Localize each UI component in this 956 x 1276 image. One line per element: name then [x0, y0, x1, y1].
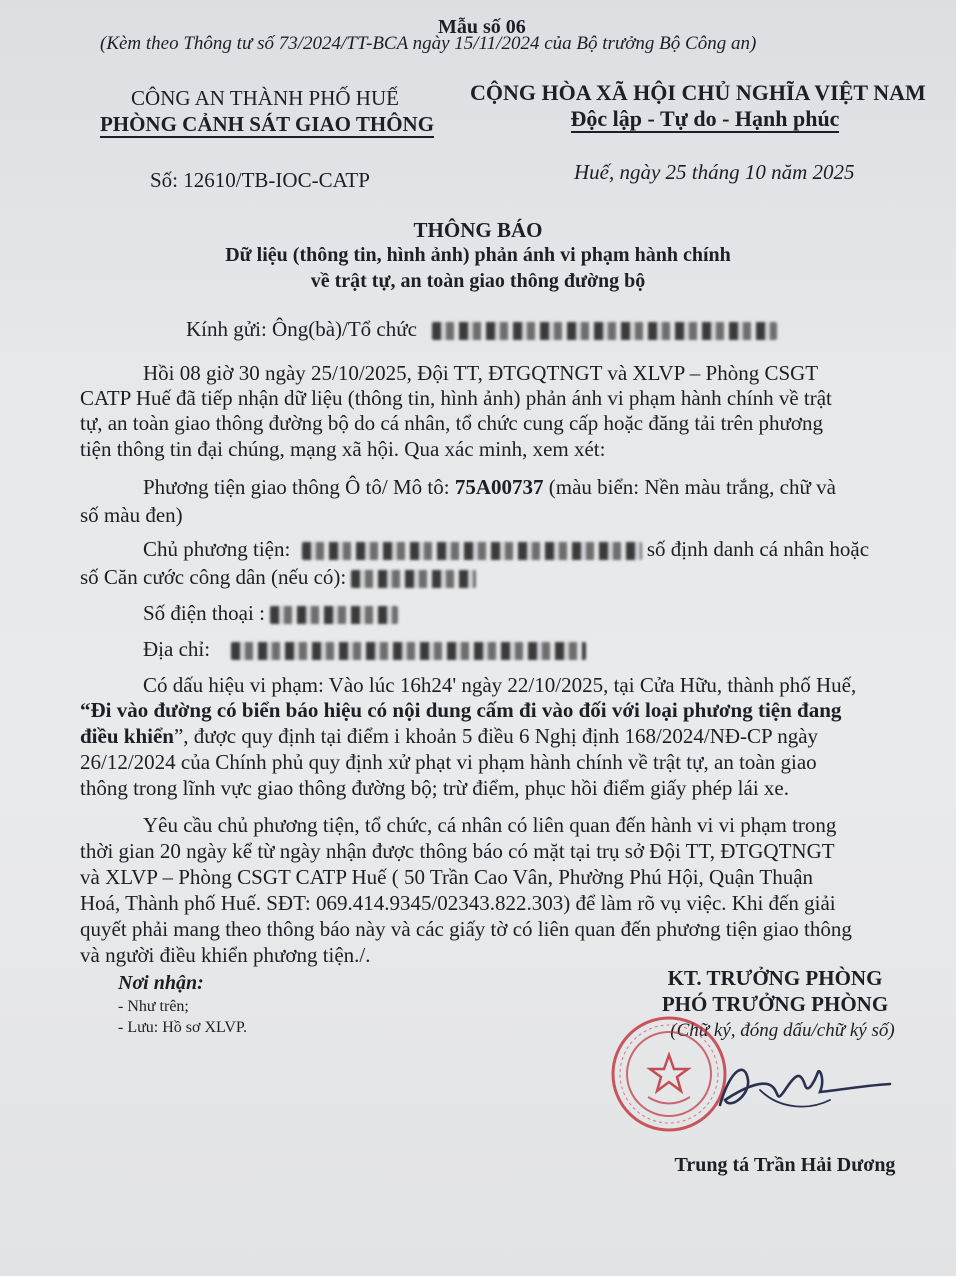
recipient-item-2: - Lưu: Hồ sơ XLVP. [118, 1019, 247, 1036]
violation-line-4: 26/12/2024 của Chính phủ quy định xử phạt vi phạm hành chính về trật tự, an toàn giao [80, 750, 817, 774]
violation-decree: ”, được quy định tại điểm i khoản 5 điều 6 Nghị định 168/2024/NĐ-CP ngày [173, 724, 819, 748]
signature-note: (Chữ ký, đóng dấu/chữ ký số) [670, 1020, 895, 1041]
request-line-4: Hoá, Thành phố Huế. SĐT: 069.414.9345/02343.822.303) để làm rõ vụ việc. Khi đến giải [80, 891, 836, 915]
recipient-item-1: - Như trên; [118, 998, 189, 1015]
intro-line-2: CATP Huế đã tiếp nhận dữ liệu (thông tin, hình ảnh) phản ánh vi phạm hành chính về trật [80, 386, 832, 410]
request-line-5: quyết phải mang theo thông báo này và các giấy tờ có liên quan đến phương tiện giao thông [80, 917, 852, 941]
signature-position: PHÓ TRƯỞNG PHÒNG [661, 992, 889, 1016]
motto-text: Độc lập - Tự do - Hạnh phúc [570, 106, 840, 131]
recipients-title: Nơi nhận: [118, 972, 204, 994]
owner-label: Chủ phương tiện: [143, 537, 291, 561]
plate-color-b: số màu đen) [80, 503, 183, 527]
phone-label: Số điện thoại : [143, 601, 265, 625]
issue-date: Huế, ngày 25 tháng 10 năm 2025 [574, 160, 855, 184]
nation-name: CỘNG HÒA XÃ HỘI CHỦ NGHĨA VIỆT NAM [470, 80, 926, 105]
redacted-phone [270, 606, 398, 624]
violation-line-2: “Đi vào đường có biển báo hiệu có nội dung cấm đi vào đối với loại phương tiện đang [80, 698, 842, 722]
recipient-line [186, 316, 777, 342]
signature-on-behalf: KT. TRƯỞNG PHÒNG [667, 966, 883, 990]
violation-line-1: Có dấu hiệu vi phạm: Vào lúc 16h24' ngày 22/10/2025, tại Cửa Hữu, thành phố Huế, [143, 673, 857, 697]
request-line-6: và người điều khiển phương tiện./. [80, 943, 371, 967]
plate-color-a: (màu biển: Nền màu trắng, chữ và [548, 475, 836, 499]
notice-subtitle-1: Dữ liệu (thông tin, hình ảnh) phản ánh vi phạm hành chính [225, 244, 731, 266]
request-line-3: và XLVP – Phòng CSGT CATP Huế ( 50 Trần Cao Vân, Phường Phú Hội, Quận Thuận [80, 865, 814, 889]
intro-line-1: Hồi 08 giờ 30 ngày 25/10/2025, Đội TT, ĐTGQTNGT và XLVP – Phòng CSGT [143, 361, 819, 385]
vehicle-line [143, 474, 836, 500]
owner-line [143, 536, 869, 562]
form-number: Mẫu số 06 [438, 16, 526, 38]
signer-name: Trung tá Trần Hải Dương [674, 1154, 896, 1176]
phone-line [143, 600, 398, 626]
notice-title: THÔNG BÁO [413, 218, 543, 242]
address-line [143, 636, 586, 662]
motto [520, 106, 890, 132]
department-name-text: PHÒNG CẢNH SÁT GIAO THÔNG [99, 112, 435, 136]
form-attached-note: (Kèm theo Thông tư số 73/2024/TT-BCA ngày 15/11/2024 của Bộ trưởng Bộ Công an) [100, 33, 757, 54]
redacted-address [231, 642, 586, 660]
recipient-label: Kính gửi: Ông(bà)/Tổ chức [186, 317, 417, 341]
violation-bold-end: điều khiển [80, 724, 174, 748]
notice-subtitle-2: về trật tự, an toàn giao thông đường bộ [310, 270, 646, 292]
redacted-recipient [432, 322, 777, 340]
redacted-owner [302, 542, 642, 560]
address-label: Địa chỉ: [143, 637, 211, 661]
request-line-1: Yêu cầu chủ phương tiện, tổ chức, cá nhân có liên quan đến hành vi vi phạm trong [143, 813, 837, 837]
agency-name: CÔNG AN THÀNH PHỐ HUẾ [131, 86, 399, 110]
intro-line-3: tự, an toàn giao thông đường bộ do cá nhân, tổ chức cung cấp hoặc đăng tải trên phương [80, 411, 824, 435]
owner-id-label-a: số định danh cá nhân hoặc [646, 537, 870, 561]
owner-id-label-b: số Căn cước công dân (nếu có): [80, 565, 347, 589]
handwritten-signature [700, 1050, 900, 1130]
intro-line-4: tiện thông tin đại chúng, mạng xã hội. Qua xác minh, xem xét: [80, 437, 606, 461]
violation-line-3 [80, 723, 818, 749]
request-line-2: thời gian 20 ngày kể từ ngày nhận được thông báo có mặt tại trụ sở Đội TT, ĐTGQTNGT [80, 839, 835, 863]
license-plate: 75A00737 [454, 475, 544, 499]
redacted-id [351, 570, 476, 588]
department-name [86, 112, 448, 137]
vehicle-label: Phương tiện giao thông Ô tô/ Mô tô: [143, 475, 450, 499]
owner-id-line [80, 564, 476, 590]
document-number: Số: 12610/TB-IOC-CATP [150, 168, 370, 192]
violation-line-5: thông trong lĩnh vực giao thông đường bộ; trừ điểm, phục hồi điểm giấy phép lái xe. [80, 776, 789, 800]
